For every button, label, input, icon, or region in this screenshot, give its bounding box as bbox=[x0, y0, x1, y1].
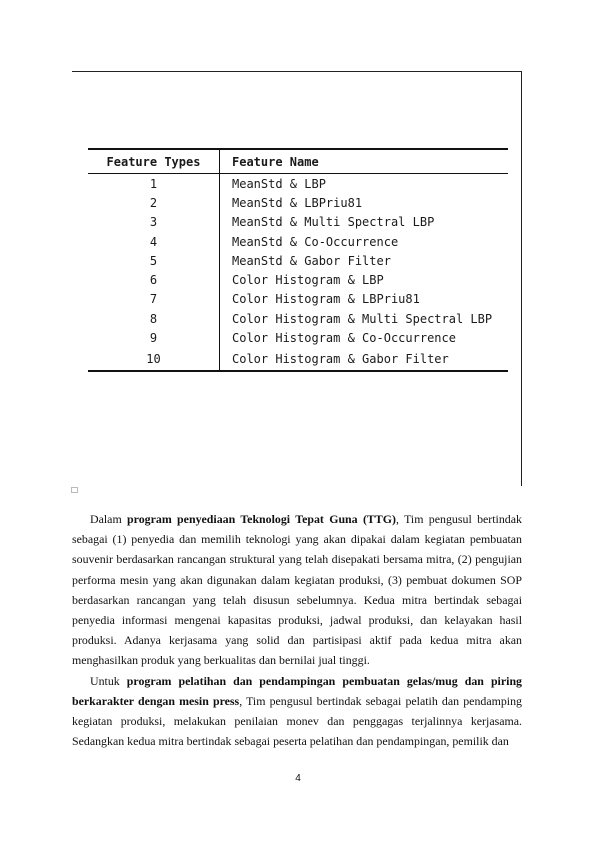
paragraph-pelatihan bbox=[72, 671, 522, 752]
para2-rest: , Tim pengusul bertindak sebagai pelatih dan pendamping kegiatan produksi, melakukan penilaian monev dan penggagas terjalinnya kerjasama. Sedangkan kedua mitra bertindak sebagai peserta pelatihan dan pendampingan, pemilik dan bbox=[72, 693, 522, 749]
table-row bbox=[88, 348, 508, 371]
cell-name: Color Histogram & LBP bbox=[232, 273, 384, 288]
cell-name: MeanStd & Multi Spectral LBP bbox=[232, 215, 435, 230]
frame-right-border bbox=[521, 71, 522, 486]
table-row bbox=[88, 309, 508, 328]
table-row bbox=[88, 251, 508, 270]
frame-top-border bbox=[72, 71, 522, 72]
cell-type: 9 bbox=[88, 328, 220, 347]
cell-name: MeanStd & LBPriu81 bbox=[232, 195, 363, 210]
feature-table-figure bbox=[88, 148, 508, 436]
paragraph-ttg bbox=[72, 509, 522, 671]
cell-type: 3 bbox=[88, 213, 220, 232]
table-row bbox=[88, 270, 508, 289]
table-row bbox=[88, 213, 508, 232]
para2-lead: Untuk bbox=[90, 673, 127, 688]
table-header-row bbox=[88, 149, 508, 174]
cell-type: 6 bbox=[88, 270, 220, 289]
body-text bbox=[72, 509, 522, 751]
table-row bbox=[88, 232, 508, 251]
cell-name: Color Histogram & Multi Spectral LBP bbox=[232, 311, 493, 326]
cell-type: 10 bbox=[88, 348, 220, 371]
cell-type: 1 bbox=[88, 174, 220, 194]
para1-bold: program penyediaan Teknologi Tepat Guna (TTG) bbox=[127, 512, 396, 526]
cell-name: Color Histogram & Co-Occurrence bbox=[232, 331, 456, 346]
cell-name: MeanStd & Co-Occurrence bbox=[232, 234, 399, 249]
feature-table bbox=[88, 148, 508, 372]
header-feature-name: Feature Name bbox=[220, 149, 509, 174]
frame-corner-mark bbox=[71, 487, 78, 493]
para2-bold: program pelatihan dan pendampingan pembuatan gelas/mug dan piring berkarakter dengan mesin press bbox=[72, 673, 523, 708]
cell-name: MeanStd & Gabor Filter bbox=[232, 253, 391, 268]
table-row bbox=[88, 174, 508, 194]
table-row bbox=[88, 193, 508, 212]
cell-type: 4 bbox=[88, 232, 220, 251]
cell-type: 7 bbox=[88, 290, 220, 309]
cell-type: 2 bbox=[88, 193, 220, 212]
header-feature-types: Feature Types bbox=[88, 149, 220, 174]
table-row bbox=[88, 290, 508, 309]
cell-name: Color Histogram & Gabor Filter bbox=[220, 348, 509, 371]
para1-rest: , Tim pengusul bertindak sebagai (1) penyedia dan memilih teknologi yang akan dipakai dalam kegiatan pembuatan souvenir berdasarkan rancangan struktural yang telah disepakati bersama mitra, (2) pengujian performa mesin yang akan digunakan dalam kegiatan produksi, (3) pembuat dokumen SOP berdasarkan rancangan yang telah disusun sebelumnya. Kedua mitra bertindak sebagai penyedia informasi mengenai kapasitas produksi, jadwal produksi, dan kelayakan hasil produksi. Adanya kerjasama yang solid dan partisipasi aktif pada kedua mitra akan menghasilkan produk yang berkualitas dan bernilai jual tinggi. bbox=[72, 512, 522, 668]
para1-lead: Dalam bbox=[90, 512, 128, 526]
page-number: 4 bbox=[295, 773, 301, 784]
table-row bbox=[88, 328, 508, 347]
cell-type: 5 bbox=[88, 251, 220, 270]
cell-name: MeanStd & LBP bbox=[232, 176, 326, 191]
cell-name: Color Histogram & LBPriu81 bbox=[232, 292, 420, 307]
cell-type: 8 bbox=[88, 309, 220, 328]
